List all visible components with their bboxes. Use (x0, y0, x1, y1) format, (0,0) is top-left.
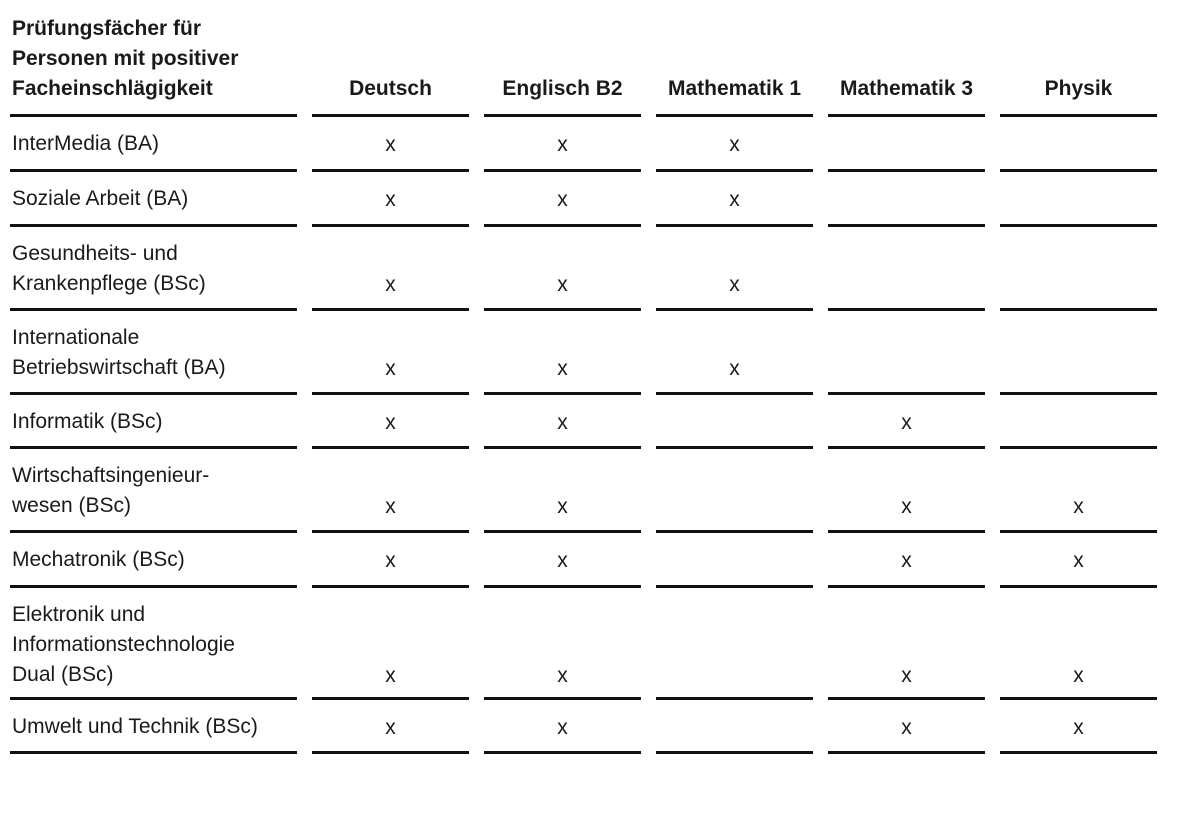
row-0-rule-5 (1000, 169, 1157, 172)
check-mark: x (385, 188, 396, 211)
row-label-line: Umwelt und Technik (BSc) (12, 715, 258, 738)
row-label (12, 712, 258, 742)
row-5-rule-3 (656, 530, 813, 533)
check-mark: x (385, 273, 396, 296)
row-4-rule-3 (656, 446, 813, 449)
row-label-line: InterMedia (BA) (12, 132, 160, 155)
header-rule-1 (312, 114, 469, 117)
check-mark: x (385, 495, 396, 518)
row-7-rule-5 (1000, 697, 1157, 700)
row-8-rule-4 (828, 751, 985, 754)
column-header-physik: Physik (1044, 77, 1113, 100)
row-label-line: Informatik (BSc) (12, 410, 163, 433)
row-5-rule-1 (312, 530, 469, 533)
row-7-rule-0 (10, 697, 297, 700)
row-5-rule-0 (10, 530, 297, 533)
check-mark: x (557, 273, 568, 296)
row-label-line: Informationstechnologie (12, 633, 235, 656)
row-label-line: Elektronik und (12, 603, 146, 626)
row-8-rule-3 (656, 751, 813, 754)
row-1-rule-4 (828, 224, 985, 227)
row-8-rule-2 (484, 751, 641, 754)
check-mark: x (729, 133, 740, 156)
header-rule-4 (828, 114, 985, 117)
row-3-rule-2 (484, 392, 641, 395)
row-6-rule-4 (828, 585, 985, 588)
row-5-rule-5 (1000, 530, 1157, 533)
row-0-rule-3 (656, 169, 813, 172)
check-mark: x (385, 716, 396, 739)
check-mark: x (729, 273, 740, 296)
row-label (12, 239, 206, 299)
row-2-rule-4 (828, 308, 985, 311)
check-mark: x (557, 716, 568, 739)
check-mark: x (385, 664, 396, 687)
row-label-line: wesen (BSc) (12, 494, 132, 517)
row-8-rule-1 (312, 751, 469, 754)
row-2-rule-2 (484, 308, 641, 311)
header-rule-3 (656, 114, 813, 117)
row-0-rule-2 (484, 169, 641, 172)
check-mark: x (901, 716, 912, 739)
check-mark: x (385, 357, 396, 380)
row-label-line: Gesundheits- und (12, 242, 178, 265)
row-label (12, 407, 163, 437)
row-5-rule-4 (828, 530, 985, 533)
column-header-deutsch: Deutsch (349, 77, 432, 100)
row-7-rule-1 (312, 697, 469, 700)
header-label (12, 14, 238, 104)
check-mark: x (901, 411, 912, 434)
check-mark: x (557, 411, 568, 434)
row-0-rule-4 (828, 169, 985, 172)
check-mark: x (557, 495, 568, 518)
row-6-rule-0 (10, 585, 297, 588)
row-2-rule-0 (10, 308, 297, 311)
check-mark: x (557, 664, 568, 687)
header-label-line: Prüfungsfächer für (12, 17, 202, 40)
row-6-rule-3 (656, 585, 813, 588)
row-label-line: Internationale (12, 326, 140, 349)
row-2-rule-3 (656, 308, 813, 311)
row-4-rule-1 (312, 446, 469, 449)
check-mark: x (729, 188, 740, 211)
check-mark: x (557, 357, 568, 380)
check-mark: x (901, 549, 912, 572)
check-mark: x (557, 133, 568, 156)
row-1-rule-5 (1000, 224, 1157, 227)
header-label-line: Personen mit positiver (12, 47, 239, 70)
row-label (12, 129, 159, 159)
row-4-rule-0 (10, 446, 297, 449)
check-mark: x (385, 411, 396, 434)
check-mark: x (1073, 664, 1084, 687)
row-7-rule-4 (828, 697, 985, 700)
header-label-line: Facheinschlägigkeit (12, 77, 213, 100)
row-4-rule-5 (1000, 446, 1157, 449)
check-mark: x (1073, 716, 1084, 739)
row-label (12, 461, 209, 521)
row-0-rule-1 (312, 169, 469, 172)
row-1-rule-1 (312, 224, 469, 227)
row-label-line: Mechatronik (BSc) (12, 548, 185, 571)
row-6-rule-1 (312, 585, 469, 588)
row-label (12, 323, 226, 383)
row-7-rule-3 (656, 697, 813, 700)
row-label (12, 184, 188, 214)
row-0-rule-0 (10, 169, 297, 172)
check-mark: x (1073, 549, 1084, 572)
row-4-rule-2 (484, 446, 641, 449)
check-mark: x (901, 495, 912, 518)
row-4-rule-4 (828, 446, 985, 449)
row-label (12, 600, 235, 690)
row-label-line: Krankenpflege (BSc) (12, 272, 206, 295)
check-mark: x (385, 549, 396, 572)
header-rule-5 (1000, 114, 1157, 117)
row-3-rule-3 (656, 392, 813, 395)
row-6-rule-5 (1000, 585, 1157, 588)
check-mark: x (385, 133, 396, 156)
row-2-rule-5 (1000, 308, 1157, 311)
row-7-rule-2 (484, 697, 641, 700)
row-8-rule-0 (10, 751, 297, 754)
column-header-mathematik-1: Mathematik 1 (667, 77, 802, 100)
row-3-rule-1 (312, 392, 469, 395)
row-6-rule-2 (484, 585, 641, 588)
column-header-englisch-b2: Englisch B2 (502, 77, 623, 100)
row-label-line: Wirtschaftsingenieur- (12, 464, 210, 487)
check-mark: x (557, 549, 568, 572)
row-label-line: Betriebswirtschaft (BA) (12, 356, 226, 379)
row-5-rule-2 (484, 530, 641, 533)
row-3-rule-4 (828, 392, 985, 395)
row-label-line: Dual (BSc) (12, 663, 114, 686)
row-label-line: Soziale Arbeit (BA) (12, 187, 189, 210)
check-mark: x (1073, 495, 1084, 518)
header-rule-0 (10, 114, 297, 117)
row-1-rule-3 (656, 224, 813, 227)
row-1-rule-2 (484, 224, 641, 227)
row-3-rule-0 (10, 392, 297, 395)
column-header-mathematik-3: Mathematik 3 (839, 77, 974, 100)
row-2-rule-1 (312, 308, 469, 311)
row-3-rule-5 (1000, 392, 1157, 395)
check-mark: x (729, 357, 740, 380)
check-mark: x (557, 188, 568, 211)
header-rule-2 (484, 114, 641, 117)
row-8-rule-5 (1000, 751, 1157, 754)
row-label (12, 545, 185, 575)
check-mark: x (901, 664, 912, 687)
row-1-rule-0 (10, 224, 297, 227)
